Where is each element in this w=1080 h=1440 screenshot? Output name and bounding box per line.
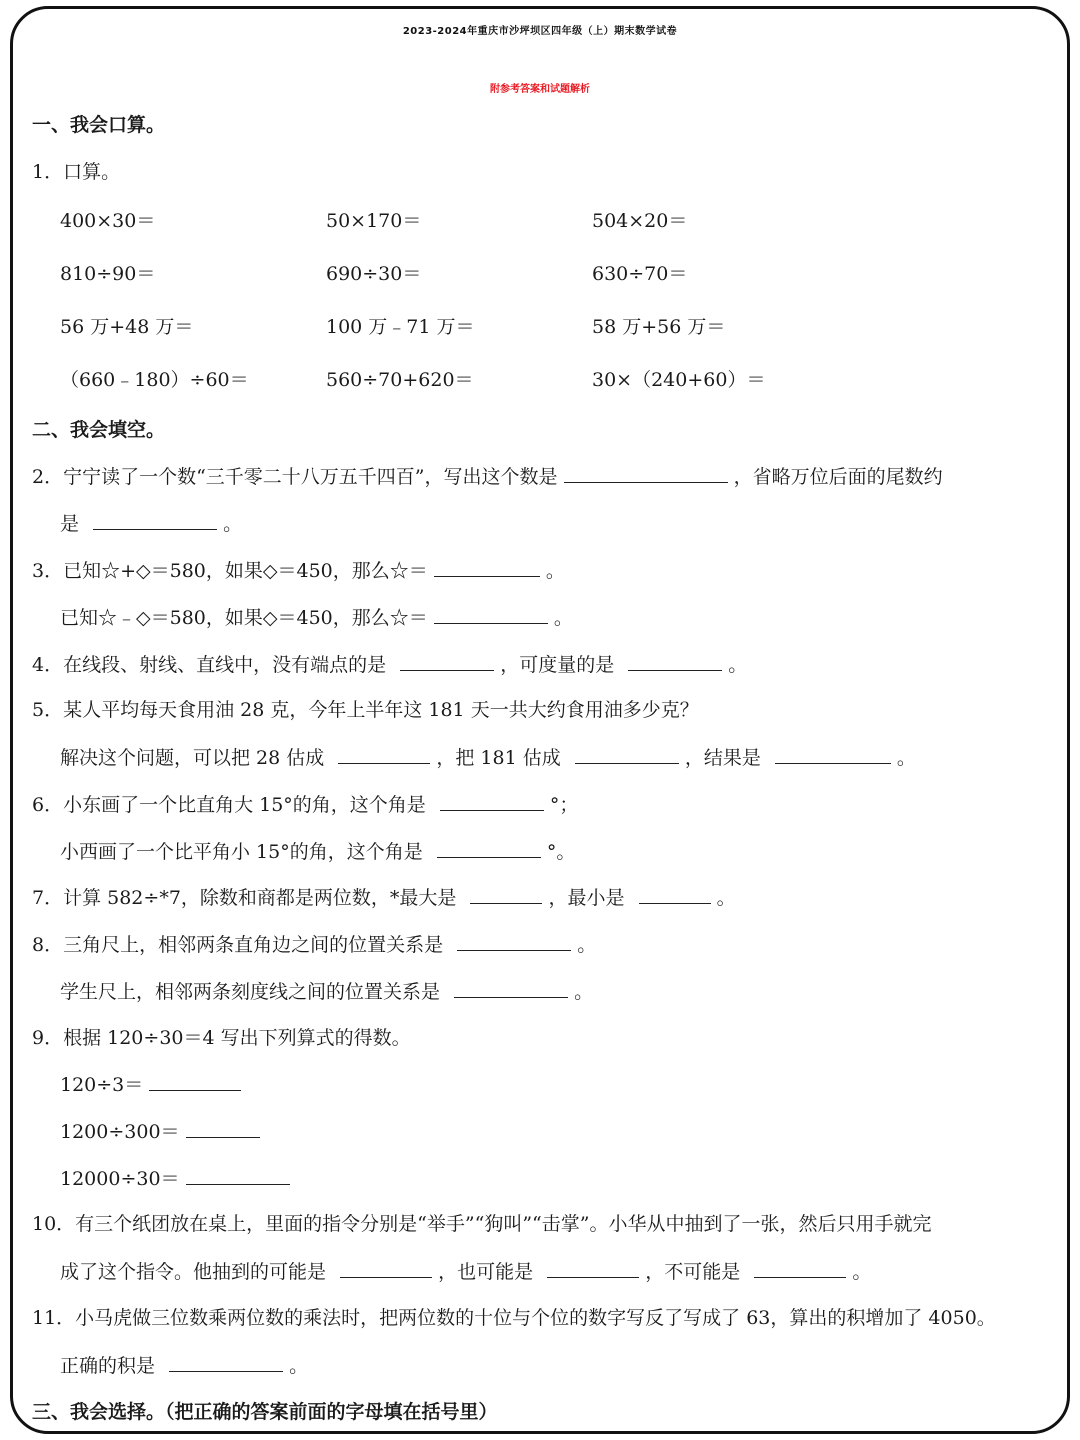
question-10-text-b: 成了这个指令。他抽到的可能是: [60, 1261, 327, 1283]
answer-blank[interactable]: [628, 651, 722, 671]
answer-blank[interactable]: [400, 651, 494, 671]
answer-blank[interactable]: [457, 931, 571, 951]
calc-item: 58 万+56 万＝: [592, 316, 726, 338]
calc-item: 50×170＝: [326, 210, 422, 232]
question-11-text-b: 正确的积是: [60, 1355, 156, 1377]
question-5-text-c: ，把 181 估成: [436, 747, 561, 769]
question-5-text-d: ，结果是: [684, 747, 761, 769]
question-8-end: 。: [574, 981, 594, 1003]
question-2: [32, 463, 943, 490]
calc-item: 810÷90＝: [60, 263, 156, 285]
question-7: [32, 884, 736, 911]
question-4: [32, 651, 747, 678]
question-4-text-a: 4．在线段、射线、直线中，没有端点的是: [32, 654, 387, 676]
question-6-text-a: 6．小东画了一个比直角大 15°的角，这个角是: [32, 794, 426, 816]
answer-blank[interactable]: [169, 1352, 283, 1372]
question-9-expr-2: 1200÷300＝: [60, 1121, 180, 1143]
answer-blank[interactable]: [186, 1165, 290, 1185]
question-2-continued: [60, 510, 242, 537]
question-11-continued: [60, 1352, 308, 1379]
question-6-text-b: 小西画了一个比平角小 15°的角，这个角是: [60, 841, 423, 863]
question-11: 11．小马虎做三位数乘两位数的乘法时，把两位数的十位与个位的数字写反了写成了 63，算出的积增加了 4050。: [32, 1307, 996, 1329]
question-5-continued: [60, 744, 916, 771]
question-10-end: 。: [852, 1261, 872, 1283]
question-8-text-b: 学生尺上，相邻两条刻度线之间的位置关系是: [60, 981, 441, 1003]
calc-item: 100 万﹣71 万＝: [326, 316, 475, 338]
answer-blank[interactable]: [93, 510, 217, 530]
answer-blank[interactable]: [434, 557, 540, 577]
question-2-text-b: ，省略万位后面的尾数约: [733, 466, 943, 488]
question-2-end: 。: [223, 513, 243, 535]
question-9: 9．根据 120÷30＝4 写出下列算式的得数。: [32, 1027, 411, 1049]
question-2-text-a: 2．宁宁读了一个数“三千零二十八万五千四百”，写出这个数是: [32, 466, 558, 488]
answer-blank[interactable]: [547, 1258, 639, 1278]
answer-blank[interactable]: [775, 744, 891, 764]
calc-item: 630÷70＝: [592, 263, 688, 285]
question-11-end: 。: [289, 1355, 309, 1377]
question-3-second: [60, 604, 573, 631]
question-3-end: 。: [545, 560, 565, 582]
page-title: 2023-2024年重庆市沙坪坝区四年级（上）期末数学试卷: [402, 26, 678, 37]
question-5-text-b: 解决这个问题，可以把 28 估成: [60, 747, 325, 769]
question-7-text-b: ，最小是: [548, 887, 625, 909]
question-9-item-1: [60, 1071, 241, 1098]
question-8-end: 。: [577, 934, 597, 956]
question-7-end: 。: [716, 887, 736, 909]
question-7-text-a: 7．计算 582÷*7，除数和商都是两位数，*最大是: [32, 887, 457, 909]
answer-blank[interactable]: [440, 791, 544, 811]
answer-blank[interactable]: [186, 1118, 260, 1138]
answer-blank[interactable]: [437, 838, 541, 858]
answer-blank[interactable]: [470, 884, 542, 904]
question-5: 5．某人平均每天食用油 28 克，今年上半年这 181 天一共大约食用油多少克？: [32, 699, 699, 721]
question-10-text-d: ，不可能是: [645, 1261, 741, 1283]
question-10: 10．有三个纸团放在桌上，里面的指令分别是“举手”“狗叫”“击掌”。小华从中抽到了一张，然后只用手就完: [32, 1213, 932, 1235]
calc-item: 560÷70+620＝: [326, 369, 474, 391]
question-3-text-a: 3．已知☆+◇＝580，如果◇＝450，那么☆＝: [32, 560, 428, 582]
question-1-label: 1．口算。: [32, 161, 121, 183]
question-10-continued: [60, 1258, 871, 1285]
question-6-end-b: °。: [546, 841, 576, 863]
question-5-end: 。: [896, 747, 916, 769]
question-3-text-b: 已知☆﹣◇＝580，如果◇＝450，那么☆＝: [60, 607, 428, 629]
question-8-text-a: 8．三角尺上，相邻两条直角边之间的位置关系是: [32, 934, 444, 956]
answer-blank[interactable]: [454, 978, 568, 998]
question-6: [32, 791, 578, 818]
answer-blank[interactable]: [434, 604, 548, 624]
answer-blank[interactable]: [149, 1071, 241, 1091]
question-9-expr-3: 12000÷30＝: [60, 1168, 180, 1190]
question-6-end-a: °；: [549, 794, 579, 816]
answer-blank[interactable]: [338, 744, 430, 764]
section-3-heading: 三、我会选择。（把正确的答案前面的字母填在括号里）: [32, 1401, 498, 1423]
question-4-end: 。: [728, 654, 748, 676]
answer-blank[interactable]: [340, 1258, 432, 1278]
calc-item: 30×（240+60）＝: [592, 369, 766, 391]
question-3-end: 。: [553, 607, 573, 629]
question-9-item-2: [60, 1118, 260, 1145]
calc-item: 56 万+48 万＝: [60, 316, 194, 338]
question-6-second: [60, 838, 575, 865]
question-9-expr-1: 120÷3＝: [60, 1074, 144, 1096]
calc-item: 690÷30＝: [326, 263, 422, 285]
calc-item: 400×30＝: [60, 210, 156, 232]
question-8: [32, 931, 596, 958]
answer-blank[interactable]: [639, 884, 711, 904]
question-2-text-c: 是: [60, 513, 80, 535]
section-1-heading: 一、我会口算。: [32, 114, 166, 136]
question-9-item-3: [60, 1165, 290, 1192]
calc-item: 504×20＝: [592, 210, 688, 232]
question-3: [32, 557, 565, 584]
answer-blank[interactable]: [564, 463, 728, 483]
question-4-text-b: ，可度量的是: [500, 654, 615, 676]
answer-blank[interactable]: [575, 744, 679, 764]
answer-blank[interactable]: [754, 1258, 846, 1278]
section-2-heading: 二、我会填空。: [32, 419, 166, 441]
question-8-second: [60, 978, 593, 1005]
calc-item: （660﹣180）÷60＝: [60, 369, 249, 391]
question-10-text-c: ，也可能是: [438, 1261, 534, 1283]
page-subtitle: 附参考答案和试题解析: [490, 84, 590, 95]
